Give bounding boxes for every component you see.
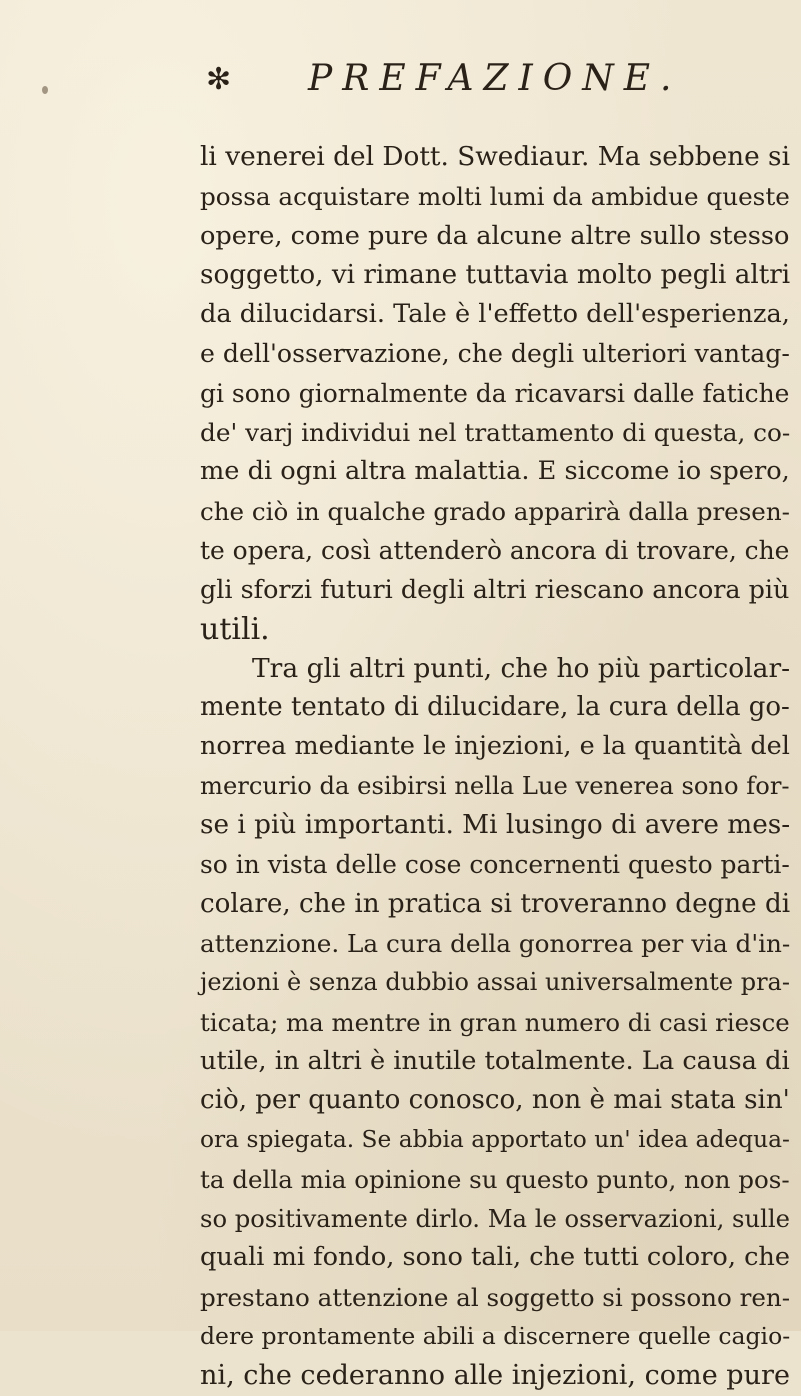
text-line: jezioni è senza dubbio assai universalmente pra-	[200, 968, 790, 997]
text-line: gi sono giornalmente da ricavarsi dalle fatiche	[200, 378, 790, 408]
text-line: se i più importanti. Mi lusingo di avere mes-	[200, 810, 791, 841]
text-line: te opera, così attenderò ancora di trovare, che	[200, 535, 790, 565]
text-line: da dilucidarsi. Tale è l'effetto dell'esperienza,	[200, 299, 790, 330]
text-line: soggetto, vi rimane tuttavia molto pegli altri	[200, 259, 791, 290]
text-line: dere prontamente abili a discernere quelle cagio-	[200, 1321, 791, 1350]
text-line: quali mi fondo, sono tali, che tutti coloro, che	[200, 1242, 791, 1273]
text-line: utili.	[200, 611, 270, 647]
text-line: possa acquistare molti lumi da ambidue queste	[200, 182, 790, 212]
text-line: norrea mediante le injezioni, e la quantità del	[200, 731, 790, 762]
text-line: li venerei del Dott. Swediaur. Ma sebbene si	[200, 142, 790, 172]
text-line: so positivamente dirlo. Ma le osservazioni, sulle	[200, 1204, 790, 1234]
text-line: ticata; ma mentre in gran numero di casi riesce	[200, 1007, 790, 1037]
ornament-glyph: ✻	[206, 62, 232, 97]
text-line: attenzione. La cura della gonorrea per via d'in-	[200, 928, 791, 958]
text-line: ora spiegata. Se abbia apportato un' idea adequa-	[200, 1126, 790, 1154]
page-header	[0, 58, 801, 108]
text-line: che ciò in qualche grado apparirà dalla presen-	[200, 496, 790, 526]
text-line: ta della mia opinione su questo punto, non pos-	[200, 1164, 790, 1194]
text-line: colare, che in pratica si troveranno degne di	[200, 888, 791, 919]
text-line: ni, che cederanno alle injezioni, come pure	[200, 1360, 790, 1392]
text-line: e dell'osservazione, che degli ulteriori vantag-	[200, 339, 790, 369]
text-line: me di ogni altra malattia. E siccome io spero,	[200, 456, 790, 487]
text-line: so in vista delle cose concernenti questo parti-	[200, 850, 790, 880]
text-line: gli sforzi futuri degli altri riescano ancora più	[200, 574, 790, 605]
text-line: de' varj individui nel trattamento di questa, co-	[200, 418, 791, 448]
body-text	[200, 138, 790, 1396]
text-line: ciò, per quanto conosco, non è mai stata sin'	[200, 1085, 790, 1116]
text-line: opere, come pure da alcune altre sullo stesso	[200, 220, 790, 251]
text-line: mente tentato di dilucidare, la cura della go-	[200, 692, 790, 723]
text-line: Tra gli altri punti, che ho più particolar-	[252, 652, 791, 684]
text-line: utile, in altri è inutile totalmente. La causa di	[200, 1045, 790, 1076]
running-title: PREFAZIONE.	[308, 58, 682, 99]
text-line: mercurio da esibirsi nella Lue venerea sono for-	[200, 771, 790, 800]
text-line: prestano attenzione al soggetto si possono ren-	[200, 1282, 791, 1312]
